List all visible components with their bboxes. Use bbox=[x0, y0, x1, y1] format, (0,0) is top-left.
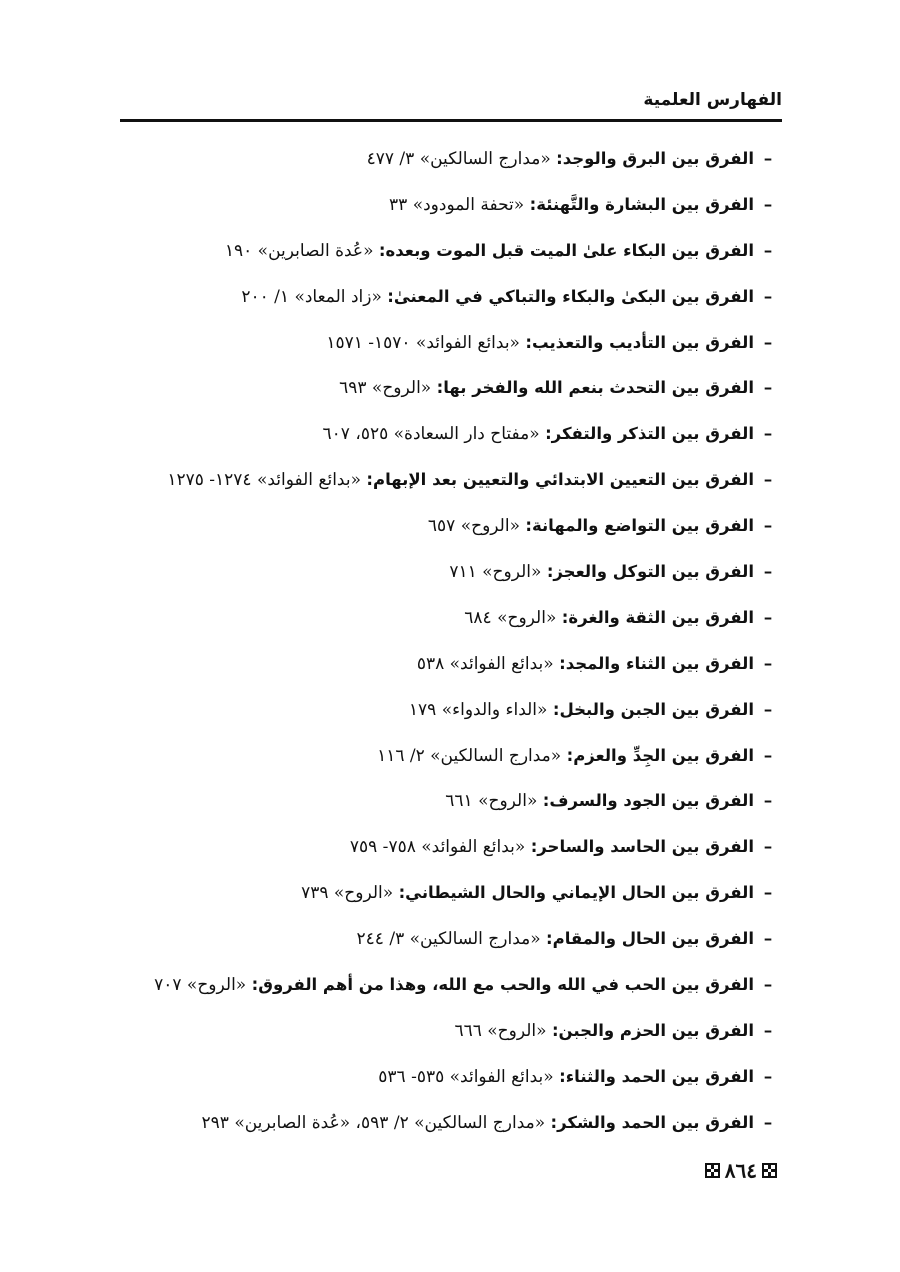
bullet-dash: – bbox=[763, 240, 773, 261]
bullet-dash: – bbox=[763, 1066, 773, 1087]
entry-reference: «الروح» ٧١١ bbox=[449, 562, 542, 583]
entry-term: الفرق بين البكاء علىٰ الميت قبل الموت وبعده: bbox=[378, 240, 754, 260]
entry-term: الفرق بين الحزم والجبن: bbox=[551, 1020, 754, 1040]
bullet-dash: – bbox=[763, 424, 773, 445]
bullet-dash: – bbox=[763, 1020, 773, 1041]
bullet-dash: – bbox=[763, 791, 773, 812]
running-head bbox=[120, 86, 782, 122]
entry-term: الفرق بين الحب في الله والحب مع الله، وهذا من أهم الفروق: bbox=[251, 975, 754, 995]
entry-reference: «الروح» ٦٥٧ bbox=[427, 516, 520, 537]
bullet-dash: – bbox=[763, 286, 773, 307]
list-item bbox=[120, 503, 782, 549]
bullet-dash: – bbox=[763, 699, 773, 720]
bullet-dash: – bbox=[763, 929, 773, 950]
entry-term: الفرق بين التحدث بنعم الله والفخر بها: bbox=[436, 378, 754, 398]
list-item bbox=[120, 962, 782, 1008]
list-item bbox=[120, 595, 782, 641]
entry-reference: «بدائع الفوائد» ١٢٧٤- ١٢٧٥ bbox=[167, 470, 361, 491]
entry-reference: «الروح» ٧٠٧ bbox=[154, 975, 247, 996]
entry-reference: «مدارج السالكين» ٢/ ١١٦ bbox=[377, 745, 562, 766]
list-item bbox=[120, 916, 782, 962]
entry-term: الفرق بين الحاسد والساحر: bbox=[530, 837, 754, 857]
list-item bbox=[120, 824, 782, 870]
list-item bbox=[120, 870, 782, 916]
list-item bbox=[120, 320, 782, 366]
entry-term: الفرق بين الجود والسرف: bbox=[542, 791, 754, 811]
entry-reference: «الروح» ٧٣٩ bbox=[301, 883, 394, 904]
entry-term: الفرق بين الجِدِّ والعزم: bbox=[566, 745, 754, 765]
list-item bbox=[120, 457, 782, 503]
bullet-dash: – bbox=[763, 883, 773, 904]
bullet-dash: – bbox=[763, 149, 773, 169]
list-item bbox=[120, 778, 782, 824]
entry-term: الفرق بين التعيين الابتدائي والتعيين بعد الإبهام: bbox=[366, 470, 754, 490]
entry-term: الفرق بين التذكر والتفكر: bbox=[545, 424, 754, 444]
entry-reference: «مدارج السالكين» ٣/ ٢٤٤ bbox=[356, 929, 541, 950]
list-item bbox=[120, 549, 782, 595]
entry-reference: «بدائع الفوائد» ٥٣٥- ٥٣٦ bbox=[378, 1066, 554, 1087]
entry-term: الفرق بين التوكل والعجز: bbox=[546, 562, 754, 582]
header-title: الفهارس العلمية bbox=[643, 90, 782, 110]
list-item bbox=[120, 274, 782, 320]
index-list bbox=[120, 136, 782, 1146]
bullet-dash: – bbox=[763, 607, 773, 628]
list-item bbox=[120, 136, 782, 182]
entry-term: الفرق بين التأديب والتعذيب: bbox=[525, 332, 754, 352]
list-item bbox=[120, 1008, 782, 1054]
page-footer bbox=[700, 1153, 782, 1185]
list-item bbox=[120, 1054, 782, 1100]
list-item bbox=[120, 228, 782, 274]
bullet-dash: – bbox=[763, 975, 773, 996]
entry-reference: «مدارج السالكين» ٢/ ٥٩٣، «عُدة الصابرين» ٢٩٣ bbox=[201, 1112, 546, 1133]
entry-term: الفرق بين الحمد والشكر: bbox=[550, 1112, 754, 1132]
list-item bbox=[120, 365, 782, 411]
entry-term: الفرق بين الحال الإيماني والحال الشيطاني: bbox=[398, 883, 754, 903]
header-rule bbox=[120, 119, 782, 122]
page-number: ٨٦٤ bbox=[724, 1158, 757, 1183]
entry-reference: «زاد المعاد» ١/ ٢٠٠ bbox=[241, 286, 382, 307]
entry-reference: «الداء والدواء» ١٧٩ bbox=[408, 699, 548, 720]
entry-reference: «الروح» ٦٦١ bbox=[445, 791, 538, 812]
bullet-dash: – bbox=[763, 562, 773, 583]
bullet-dash: – bbox=[763, 378, 773, 399]
bullet-dash: – bbox=[763, 745, 773, 766]
bullet-dash: – bbox=[763, 194, 773, 215]
list-item bbox=[120, 641, 782, 687]
list-item bbox=[120, 411, 782, 457]
entry-term: الفرق بين الثناء والمجد: bbox=[559, 653, 754, 673]
entry-reference: «عُدة الصابرين» ١٩٠ bbox=[224, 240, 374, 261]
entry-term: الفرق بين الحال والمقام: bbox=[546, 929, 754, 949]
entry-reference: «بدائع الفوائد» ٧٥٨- ٧٥٩ bbox=[349, 837, 526, 858]
ornament-icon bbox=[705, 1163, 720, 1178]
entry-term: الفرق بين التواضع والمهانة: bbox=[525, 516, 754, 536]
bullet-dash: – bbox=[763, 653, 773, 674]
bullet-dash: – bbox=[763, 837, 773, 858]
entry-term: الفرق بين الحمد والثناء: bbox=[559, 1066, 754, 1086]
list-item bbox=[120, 182, 782, 228]
entry-reference: «بدائع الفوائد» ٥٣٨ bbox=[416, 653, 554, 674]
list-item bbox=[120, 733, 782, 779]
list-item bbox=[120, 687, 782, 733]
bullet-dash: – bbox=[763, 516, 773, 537]
entry-reference: «مفتاح دار السعادة» ٥٢٥، ٦٠٧ bbox=[322, 424, 540, 445]
entry-reference: «مدارج السالكين» ٣/ ٤٧٧ bbox=[366, 149, 551, 169]
bullet-dash: – bbox=[763, 470, 773, 491]
entry-term: الفرق بين الثقة والغرة: bbox=[561, 607, 754, 627]
entry-term: الفرق بين الجبن والبخل: bbox=[552, 699, 754, 719]
entry-term: الفرق بين البشارة والتَّهنئة: bbox=[529, 194, 754, 214]
entry-reference: «تحفة المودود» ٣٣ bbox=[389, 194, 525, 215]
entry-term: الفرق بين البرق والوجد: bbox=[556, 149, 754, 168]
entry-term: الفرق بين البكىٰ والبكاء والتباكي في المعنىٰ: bbox=[387, 286, 754, 306]
bullet-dash: – bbox=[763, 1112, 773, 1133]
entry-reference: «الروح» ٦٨٤ bbox=[464, 607, 557, 628]
entry-reference: «الروح» ٦٩٣ bbox=[339, 378, 432, 399]
entry-reference: «بدائع الفوائد» ١٥٧٠- ١٥٧١ bbox=[326, 332, 520, 353]
list-item bbox=[120, 1100, 782, 1146]
bullet-dash: – bbox=[763, 332, 773, 353]
entry-reference: «الروح» ٦٦٦ bbox=[454, 1020, 547, 1041]
ornament-icon bbox=[762, 1163, 777, 1178]
